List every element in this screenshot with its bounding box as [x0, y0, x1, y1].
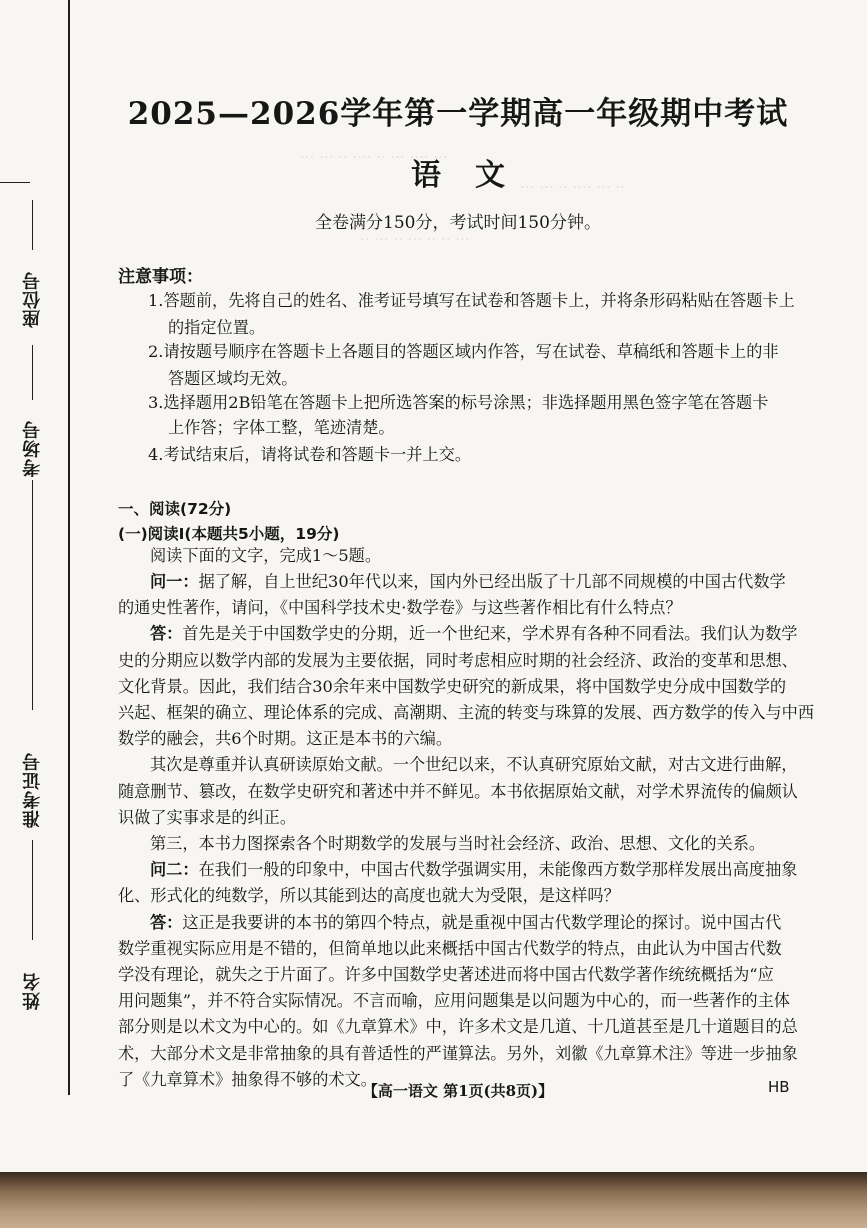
passage-line	[150, 856, 798, 883]
fill-line	[32, 840, 33, 940]
seat-number-field[interactable]	[8, 200, 60, 350]
question-answer-label: 答：	[150, 912, 183, 932]
exam-room-label: 考场号	[22, 420, 43, 477]
section-heading: 一、阅读(72分)	[118, 500, 232, 518]
notice-item: 1.答题前，先将自己的姓名、准考证号填写在试卷和答题卡上，并将条形码粘贴在答题卡上	[148, 291, 795, 310]
passage-text: 的通史性著作，请问，《中国科学技术史·数学卷》与这些著作相比有什么特点？	[118, 598, 682, 618]
notice-item: 3.选择题用2B铅笔在答题卡上把所选答案的标号涂黑；非选择题用黑色签字笔在答题卡	[148, 393, 769, 412]
reading-instruction: 阅读下面的文字，完成1～5题。	[150, 546, 382, 565]
notice-item: 2.请按题号顺序在答题卡上各题目的答题区域内作答，写在试卷、草稿纸和答题卡上的非	[148, 342, 779, 361]
margin-tick	[0, 182, 30, 183]
passage-line	[118, 594, 682, 621]
passage-text: 在我们一般的印象中，中国古代数学强调实用，未能像西方数学那样发展出高度抽象	[198, 860, 798, 880]
passage-text: 其次是尊重并认真研读原始文献。一个世纪以来，不认真研究原始文献，对古文进行曲解，	[150, 755, 798, 775]
admission-number-label: 准考证号	[22, 752, 43, 828]
passage-line	[118, 1013, 798, 1040]
question-answer-label: 问二：	[150, 860, 199, 880]
notice-item: 4.考试结束后，请将试卷和答题卡一并上交。	[148, 445, 472, 464]
notice-item: 答题区域均无效。	[168, 369, 298, 388]
passage-text: 用问题集”，并不符合实际情况。不言而喻，应用问题集是以问题为中心的，而一些著作的主体	[118, 991, 790, 1011]
passage-text: 学没有理论，就失之于片面了。许多中国数学史著述进而将中国古代数学著作统统概括为“应	[118, 965, 774, 984]
fill-line	[32, 200, 33, 250]
passage-line	[118, 882, 620, 909]
exam-title: 2025—2026学年第一学期高一年级期中考试	[127, 96, 789, 132]
notice-item: 的指定位置。	[168, 318, 266, 337]
passage-line	[118, 935, 782, 962]
passage-text: 文化背景。因此，我们结合30余年来中国数学史研究的新成果，将中国数学史分成中国数学的	[118, 676, 787, 696]
passage-text: 史的分期应以数学内部的发展为主要依据，同时考虑相应时期的社会经济、政治的变革和思想、	[118, 650, 798, 670]
passage-text: 术，大部分术文是非常抽象的具有普适性的严谨算法。另外，刘徽《九章算术注》等进一步抽象	[118, 1043, 798, 1063]
passage-line	[118, 804, 296, 831]
passage-line	[118, 673, 786, 700]
passage-line	[118, 699, 814, 726]
passage-text: 这正是我要讲的本书的第四个特点，就是重视中国古代数学理论的探讨。说中国古代	[182, 912, 782, 932]
passage-line	[150, 830, 765, 857]
passage-text: 数学重视实际应用是不错的，但简单地以此来概括中国古代数学的特点，由此认为中国古代数	[118, 938, 782, 958]
fill-line	[32, 345, 33, 400]
passage-text: 化、形式化的纯数学，所以其能到达的高度也就大为受限，是这样吗？	[118, 886, 620, 906]
score-time-info: 全卷满分150分，考试时间150分钟。	[315, 213, 601, 233]
passage-text: 数学的融会，共6个时期。这正是本书的六编。	[118, 729, 453, 749]
passage-line	[118, 961, 774, 988]
admission-number-field[interactable]	[8, 520, 60, 828]
seat-number-label: 座位号	[22, 271, 43, 328]
binding-line	[68, 0, 70, 1095]
passage-line	[150, 751, 798, 778]
subject-title: 语文	[411, 158, 539, 193]
exam-room-field[interactable]	[8, 345, 60, 495]
passage-text: 随意删节、篡改，在数学史研究和著述中并不鲜见。本书依据原始文献，对学术界流传的偏颇认	[118, 781, 798, 801]
notice-heading: 注意事项：	[118, 267, 203, 287]
passage-line	[118, 778, 798, 805]
name-label: 姓名	[22, 972, 43, 1010]
passage-text: 第三，本书力图探索各个时期数学的发展与当时社会经济、政治、思想、文化的关系。	[150, 834, 766, 853]
passage-line	[118, 725, 452, 752]
name-field[interactable]	[8, 840, 60, 1040]
passage-line	[150, 620, 798, 647]
passage-line	[118, 647, 798, 674]
passage-line	[118, 987, 790, 1014]
passage-text: 据了解，自上世纪30年代以来，国内外已经出版了十几部不同规模的中国古代数学	[198, 572, 786, 591]
passage-text: 部分则是以术文为中心的。如《九章算术》中，许多术文是几道、十几道甚至是几十道题目的总	[118, 1017, 798, 1037]
binding-margin	[0, 0, 68, 1095]
notice-item: 上作答；字体工整，笔迹清楚。	[168, 418, 395, 437]
passage-line	[118, 1040, 798, 1067]
fill-line	[32, 520, 33, 710]
question-answer-label: 问一：	[150, 572, 199, 591]
passage-line	[150, 568, 786, 595]
passage-text: 识做了实事求是的纠正。	[118, 807, 297, 827]
page-footer: 【高一语文 第1页(共8页)】	[362, 1082, 554, 1100]
passage-text: 兴起、框架的确立、理论体系的完成、高潮期、主流的转变与珠算的发展、西方数学的传入与中西	[118, 703, 815, 722]
subsection-heading: (一)阅读Ⅰ(本题共5小题，19分)	[118, 525, 340, 543]
question-answer-label: 答：	[150, 624, 183, 644]
table-surface	[0, 1172, 867, 1228]
passage-line	[150, 909, 781, 936]
fill-line	[32, 480, 33, 520]
passage-text: 首先是关于中国数学史的分期，近一个世纪来，学术界有各种不同看法。我们认为数学	[182, 624, 798, 644]
paper-code: HB	[768, 1078, 790, 1096]
passage-text: 了《九章算术》抽象得不够的术文。	[118, 1069, 377, 1089]
